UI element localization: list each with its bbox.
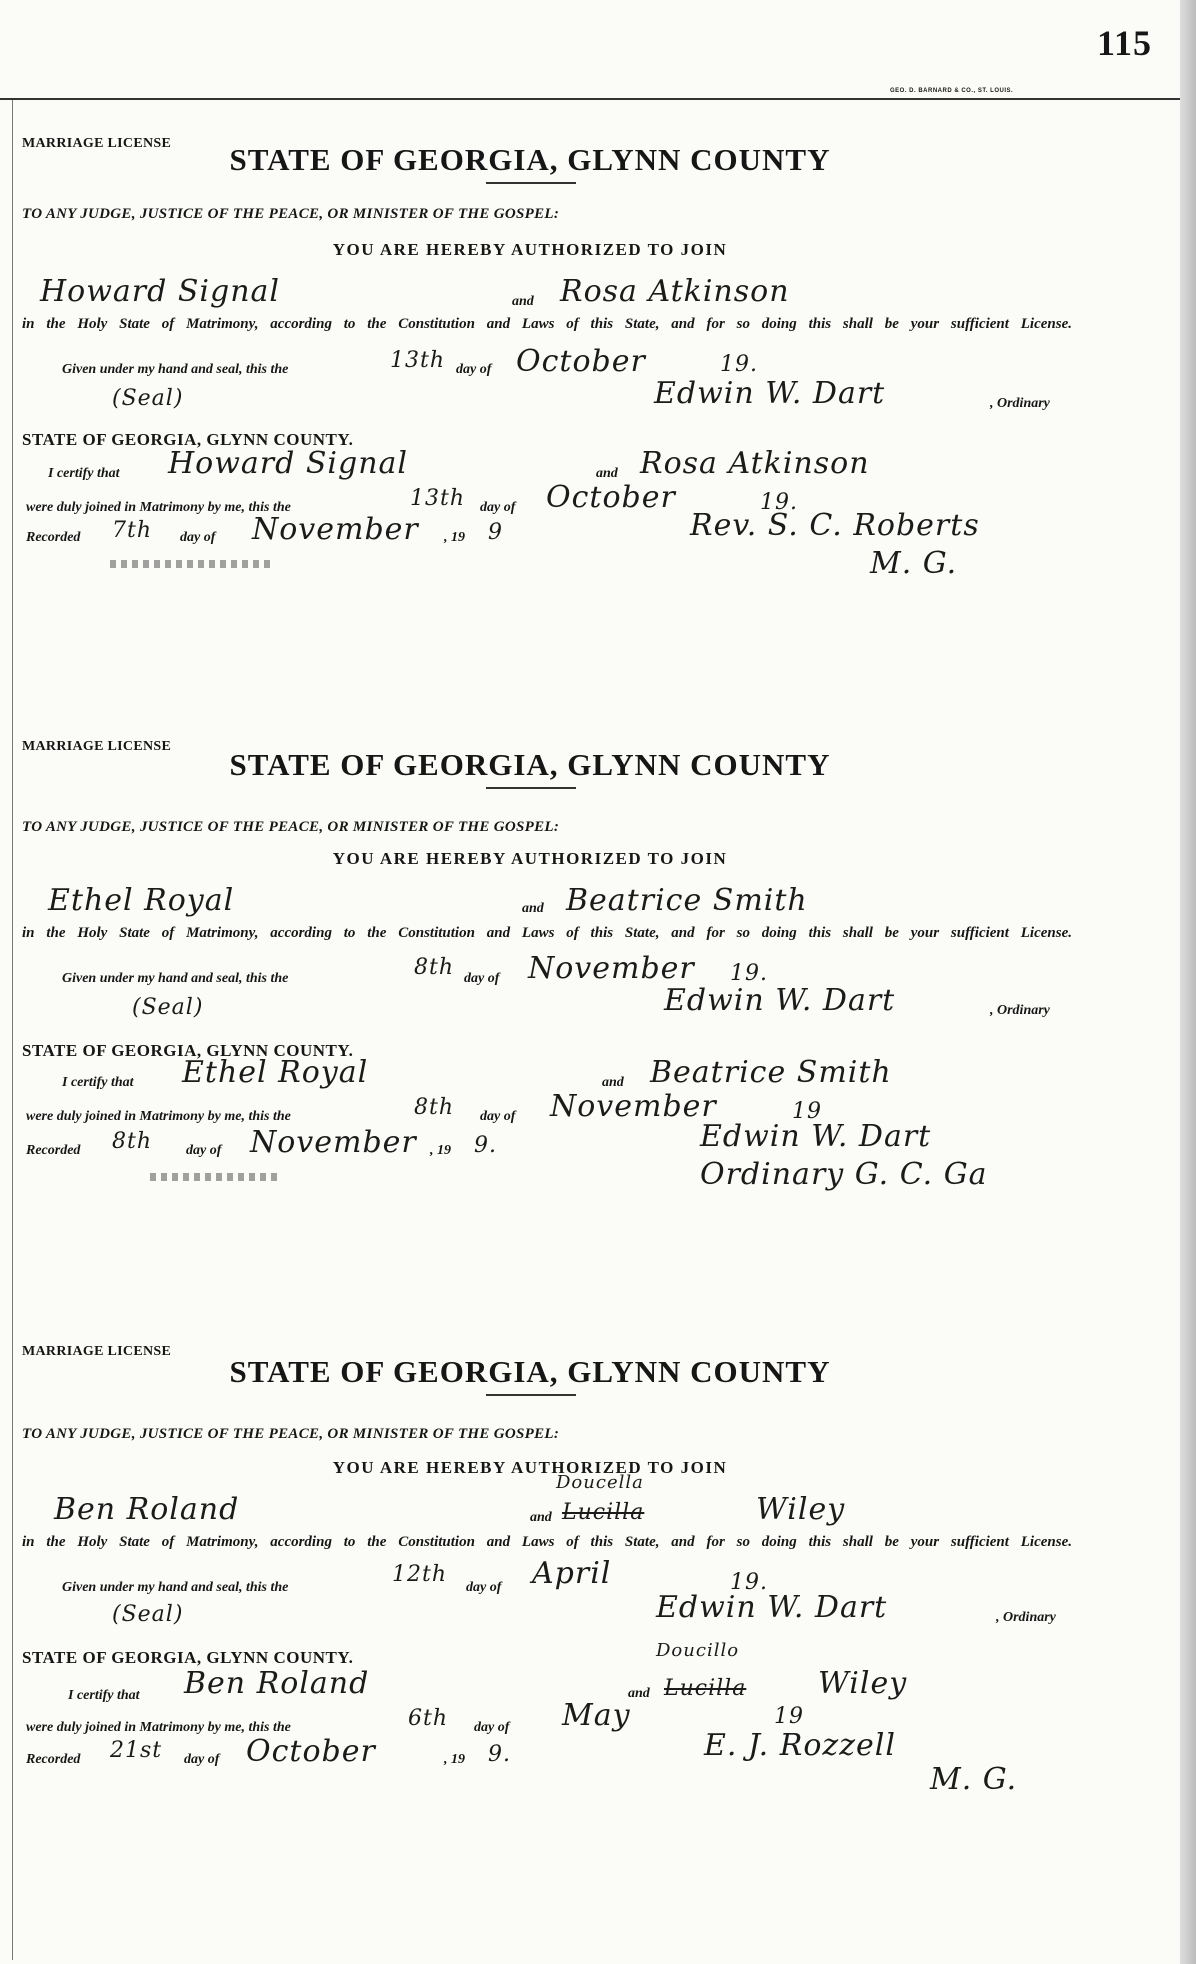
license-title: STATE OF GEORGIA, GLYNN COUNTY [229, 747, 831, 782]
joined-month: November [550, 1089, 717, 1124]
cert-bride-name: Rosa Atkinson [640, 446, 870, 481]
and-label: and [522, 901, 544, 916]
recorded-month: November [250, 1125, 417, 1160]
cert-bride-surname: Wiley [818, 1666, 908, 1701]
joined-label: were duly joined in Matrimony by me, this the [26, 500, 291, 515]
recorded-label: Recorded [26, 1143, 81, 1158]
authorized-line: YOU ARE HEREBY AUTHORIZED TO JOIN [332, 1458, 728, 1477]
cert-groom-name: Ethel Royal [182, 1055, 369, 1090]
title-rule [486, 1394, 576, 1396]
cert-groom-name: Howard Signal [168, 446, 409, 481]
marriage-license-entry-2 [0, 739, 1196, 1343]
certification-header: STATE OF GEORGIA, GLYNN COUNTY. [22, 1041, 354, 1060]
license-day: 8th [414, 955, 455, 980]
bride-name: Beatrice Smith [566, 883, 808, 918]
joined-year: 19 [792, 1099, 822, 1124]
and-label: and [602, 1075, 624, 1090]
title-rule [486, 787, 576, 789]
recorded-label: Recorded [26, 530, 81, 545]
authorized-line: YOU ARE HEREBY AUTHORIZED TO JOIN [332, 849, 728, 868]
bride-given-name-correction: Doucella [556, 1472, 644, 1493]
officiant-signature: E. J. Rozzell [704, 1728, 896, 1763]
ink-smudge [150, 1173, 280, 1181]
license-month: November [528, 951, 695, 986]
license-header: MARRIAGE LICENSE [22, 1344, 172, 1359]
bride-given-name-struck: Lucilla [562, 1500, 645, 1525]
officiant-signature: Rev. S. C. Roberts [690, 508, 980, 543]
recorded-day: 7th [112, 518, 153, 543]
certification-header: STATE OF GEORGIA, GLYNN COUNTY. [22, 1648, 354, 1667]
address-line: TO ANY JUDGE, JUSTICE OF THE PEACE, OR MINISTER OF THE GOSPEL: [22, 1426, 560, 1442]
address-line: TO ANY JUDGE, JUSTICE OF THE PEACE, OR MINISTER OF THE GOSPEL: [22, 819, 560, 835]
day-of-label: day of [480, 500, 516, 515]
cert-bride-name: Beatrice Smith [650, 1055, 892, 1090]
groom-name: Ethel Royal [48, 883, 235, 918]
ordinary-signature: Edwin W. Dart [664, 983, 896, 1018]
license-title: STATE OF GEORGIA, GLYNN COUNTY [229, 142, 831, 177]
ordinary-label: , Ordinary [990, 396, 1050, 411]
recorded-month: November [252, 512, 419, 547]
joined-day: 6th [408, 1706, 449, 1731]
ink-smudge [110, 560, 270, 568]
and-label: and [628, 1686, 650, 1701]
and-label: and [512, 294, 534, 309]
joined-year: 19 [774, 1704, 804, 1729]
marriage-license-entry-1 [0, 136, 1196, 740]
matrimony-clause: in the Holy State of Matrimony, according to the Constitution and Laws of this State, and for so doing this shall be your sufficient License. [22, 316, 1072, 332]
license-year: 19. [720, 352, 758, 377]
day-of-label: day of [456, 362, 492, 377]
ordinary-label: , Ordinary [990, 1003, 1050, 1018]
license-day: 12th [392, 1562, 448, 1587]
groom-name: Howard Signal [40, 274, 281, 309]
marriage-license-entry-3 [0, 1344, 1196, 1948]
day-of-label: day of [466, 1580, 502, 1595]
seal-mark: (Seal) [112, 1602, 184, 1627]
matrimony-clause: in the Holy State of Matrimony, according to the Constitution and Laws of this State, and for so doing this shall be your sufficient License. [22, 1534, 1072, 1550]
recorded-year: 9. [474, 1133, 497, 1158]
day-of-label: day of [480, 1109, 516, 1124]
recorded-label: Recorded [26, 1752, 81, 1767]
certify-label: I certify that [68, 1688, 140, 1703]
officiant-signature: Edwin W. Dart [700, 1119, 932, 1154]
certification-header: STATE OF GEORGIA, GLYNN COUNTY. [22, 430, 354, 449]
day-of-label: day of [180, 530, 216, 545]
matrimony-clause: in the Holy State of Matrimony, according to the Constitution and Laws of this State, and for so doing this shall be your sufficient License. [22, 925, 1072, 941]
license-title: STATE OF GEORGIA, GLYNN COUNTY [229, 1354, 831, 1389]
seal-mark: (Seal) [132, 995, 204, 1020]
certify-label: I certify that [62, 1075, 134, 1090]
day-of-label: day of [474, 1720, 510, 1735]
license-year: 19. [730, 961, 768, 986]
seal-mark: (Seal) [112, 386, 184, 411]
bride-surname: Wiley [756, 1492, 846, 1527]
day-of-label: day of [184, 1752, 220, 1767]
title-rule [486, 182, 576, 184]
publisher-imprint: GEO. D. BARNARD & CO., ST. LOUIS. [890, 88, 1014, 94]
certify-label: I certify that [48, 466, 120, 481]
comma-19-label: , 19 [430, 1143, 451, 1158]
given-label: Given under my hand and seal, this the [62, 362, 289, 377]
license-header: MARRIAGE LICENSE [22, 136, 172, 151]
joined-label: were duly joined in Matrimony by me, this the [26, 1109, 291, 1124]
license-header: MARRIAGE LICENSE [22, 739, 172, 754]
recorded-day: 21st [110, 1738, 163, 1763]
authorized-line: YOU ARE HEREBY AUTHORIZED TO JOIN [332, 240, 728, 259]
officiant-title: Ordinary G. C. Ga [700, 1157, 988, 1192]
license-day: 13th [390, 348, 446, 373]
joined-month: May [562, 1698, 631, 1733]
recorded-year: 9 [488, 520, 503, 545]
officiant-title: M. G. [930, 1762, 1018, 1797]
joined-month: October [546, 480, 676, 515]
joined-label: were duly joined in Matrimony by me, this the [26, 1720, 291, 1735]
ordinary-label: , Ordinary [996, 1610, 1056, 1625]
day-of-label: day of [186, 1143, 222, 1158]
bride-name: Rosa Atkinson [560, 274, 790, 309]
joined-day: 13th [410, 486, 466, 511]
address-line: TO ANY JUDGE, JUSTICE OF THE PEACE, OR MINISTER OF THE GOSPEL: [22, 206, 560, 222]
day-of-label: day of [464, 971, 500, 986]
and-label: and [596, 466, 618, 481]
cert-bride-given-name-struck: Lucilla [664, 1676, 747, 1701]
joined-day: 8th [414, 1095, 455, 1120]
recorded-year: 9. [488, 1742, 511, 1767]
and-label: and [530, 1510, 552, 1525]
cert-groom-name: Ben Roland [184, 1666, 370, 1701]
license-year: 19. [730, 1570, 768, 1595]
comma-19-label: , 19 [444, 530, 465, 545]
comma-19-label: , 19 [444, 1752, 465, 1767]
cert-bride-given-name-correction: Doucillo [656, 1640, 740, 1661]
joined-year: 19. [760, 490, 798, 515]
officiant-title: M. G. [870, 546, 958, 581]
license-month: April [532, 1556, 612, 1591]
license-month: October [516, 344, 646, 379]
ordinary-signature: Edwin W. Dart [654, 376, 886, 411]
given-label: Given under my hand and seal, this the [62, 971, 289, 986]
top-rule [0, 98, 1196, 100]
given-label: Given under my hand and seal, this the [62, 1580, 289, 1595]
groom-name: Ben Roland [54, 1492, 240, 1527]
page-number: 115 [1096, 23, 1152, 63]
ordinary-signature: Edwin W. Dart [656, 1590, 888, 1625]
recorded-day: 8th [112, 1129, 153, 1154]
recorded-month: October [246, 1734, 376, 1769]
